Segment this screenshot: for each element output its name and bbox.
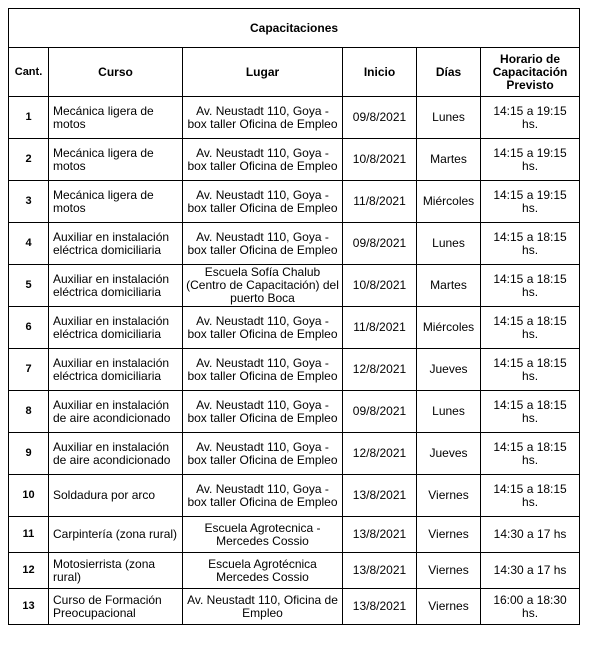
cell-dias: Viernes — [417, 553, 481, 589]
cell-inicio: 09/8/2021 — [343, 97, 417, 139]
cell-inicio: 12/8/2021 — [343, 433, 417, 475]
cell-dias: Lunes — [417, 97, 481, 139]
cell-dias: Miércoles — [417, 307, 481, 349]
cell-curso: Mecánica ligera de motos — [49, 97, 183, 139]
cell-inicio: 09/8/2021 — [343, 391, 417, 433]
cell-inicio: 13/8/2021 — [343, 553, 417, 589]
title-row — [9, 9, 580, 48]
cell-cant: 5 — [9, 265, 49, 307]
cell-dias: Martes — [417, 139, 481, 181]
table-row — [9, 307, 580, 349]
cell-curso: Auxiliar en instalación de aire acondicionado — [49, 391, 183, 433]
cell-curso: Auxiliar en instalación de aire acondicionado — [49, 433, 183, 475]
cell-lugar: Av. Neustadt 110, Goya - box taller Oficina de Empleo — [183, 139, 343, 181]
cell-inicio: 11/8/2021 — [343, 307, 417, 349]
cell-inicio: 11/8/2021 — [343, 181, 417, 223]
cell-inicio: 09/8/2021 — [343, 223, 417, 265]
cell-curso: Mecánica ligera de motos — [49, 181, 183, 223]
cell-horario: 14:15 a 18:15 hs. — [481, 307, 580, 349]
cell-cant: 13 — [9, 589, 49, 625]
cell-horario: 14:15 a 19:15 hs. — [481, 181, 580, 223]
cell-horario: 14:15 a 18:15 hs. — [481, 349, 580, 391]
cell-dias: Viernes — [417, 517, 481, 553]
cell-cant: 9 — [9, 433, 49, 475]
cell-lugar: Av. Neustadt 110, Goya - box taller Oficina de Empleo — [183, 433, 343, 475]
header-inicio: Inicio — [343, 48, 417, 97]
cell-curso: Carpintería (zona rural) — [49, 517, 183, 553]
cell-dias: Lunes — [417, 391, 481, 433]
cell-inicio: 13/8/2021 — [343, 589, 417, 625]
cell-cant: 12 — [9, 553, 49, 589]
header-lugar: Lugar — [183, 48, 343, 97]
table-row — [9, 517, 580, 553]
cell-cant: 1 — [9, 97, 49, 139]
table-title: Capacitaciones — [9, 9, 580, 48]
cell-dias: Viernes — [417, 475, 481, 517]
cell-lugar: Av. Neustadt 110, Goya - box taller Oficina de Empleo — [183, 349, 343, 391]
cell-cant: 3 — [9, 181, 49, 223]
cell-lugar: Av. Neustadt 110, Oficina de Empleo — [183, 589, 343, 625]
cell-lugar: Av. Neustadt 110, Goya - box taller Oficina de Empleo — [183, 97, 343, 139]
table-row — [9, 97, 580, 139]
cell-curso: Auxiliar en instalación eléctrica domiciliaria — [49, 349, 183, 391]
cell-horario: 16:00 a 18:30 hs. — [481, 589, 580, 625]
cell-horario: 14:15 a 19:15 hs. — [481, 139, 580, 181]
cell-cant: 6 — [9, 307, 49, 349]
cell-lugar: Av. Neustadt 110, Goya - box taller Oficina de Empleo — [183, 181, 343, 223]
cell-inicio: 10/8/2021 — [343, 139, 417, 181]
table-row — [9, 391, 580, 433]
cell-horario: 14:15 a 18:15 hs. — [481, 265, 580, 307]
table-row — [9, 349, 580, 391]
cell-lugar: Av. Neustadt 110, Goya - box taller Oficina de Empleo — [183, 223, 343, 265]
header-curso: Curso — [49, 48, 183, 97]
cell-inicio: 12/8/2021 — [343, 349, 417, 391]
capacitaciones-table — [8, 8, 580, 625]
header-row — [9, 48, 580, 97]
capacitaciones-sheet — [8, 8, 579, 625]
table-row — [9, 265, 580, 307]
cell-curso: Motosierrista (zona rural) — [49, 553, 183, 589]
cell-cant: 8 — [9, 391, 49, 433]
cell-lugar: Escuela Sofía Chalub (Centro de Capacitación) del puerto Boca — [183, 265, 343, 307]
cell-lugar: Escuela Agrotécnica Mercedes Cossio — [183, 553, 343, 589]
cell-horario: 14:15 a 18:15 hs. — [481, 475, 580, 517]
cell-dias: Jueves — [417, 433, 481, 475]
cell-curso: Auxiliar en instalación eléctrica domiciliaria — [49, 307, 183, 349]
cell-dias: Martes — [417, 265, 481, 307]
cell-dias: Lunes — [417, 223, 481, 265]
cell-curso: Curso de Formación Preocupacional — [49, 589, 183, 625]
cell-horario: 14:15 a 18:15 hs. — [481, 433, 580, 475]
cell-cant: 2 — [9, 139, 49, 181]
table-row — [9, 589, 580, 625]
cell-dias: Jueves — [417, 349, 481, 391]
cell-curso: Mecánica ligera de motos — [49, 139, 183, 181]
cell-cant: 4 — [9, 223, 49, 265]
cell-lugar: Escuela Agrotecnica - Mercedes Cossio — [183, 517, 343, 553]
table-row — [9, 139, 580, 181]
cell-horario: 14:15 a 18:15 hs. — [481, 223, 580, 265]
header-horario: Horario de Capacitación Previsto — [481, 48, 580, 97]
cell-curso: Auxiliar en instalación eléctrica domiciliaria — [49, 265, 183, 307]
cell-curso: Soldadura por arco — [49, 475, 183, 517]
cell-lugar: Av. Neustadt 110, Goya - box taller Oficina de Empleo — [183, 307, 343, 349]
table-row — [9, 181, 580, 223]
cell-lugar: Av. Neustadt 110, Goya - box taller Oficina de Empleo — [183, 391, 343, 433]
header-dias: Días — [417, 48, 481, 97]
cell-horario: 14:30 a 17 hs — [481, 553, 580, 589]
table-row — [9, 553, 580, 589]
cell-horario: 14:15 a 19:15 hs. — [481, 97, 580, 139]
header-cant: Cant. — [9, 48, 49, 97]
cell-horario: 14:15 a 18:15 hs. — [481, 391, 580, 433]
cell-curso: Auxiliar en instalación eléctrica domiciliaria — [49, 223, 183, 265]
cell-horario: 14:30 a 17 hs — [481, 517, 580, 553]
cell-dias: Viernes — [417, 589, 481, 625]
cell-cant: 7 — [9, 349, 49, 391]
cell-dias: Miércoles — [417, 181, 481, 223]
cell-cant: 11 — [9, 517, 49, 553]
table-row — [9, 223, 580, 265]
cell-inicio: 10/8/2021 — [343, 265, 417, 307]
table-row — [9, 475, 580, 517]
cell-inicio: 13/8/2021 — [343, 475, 417, 517]
cell-cant: 10 — [9, 475, 49, 517]
cell-inicio: 13/8/2021 — [343, 517, 417, 553]
table-row — [9, 433, 580, 475]
cell-lugar: Av. Neustadt 110, Goya - box taller Oficina de Empleo — [183, 475, 343, 517]
